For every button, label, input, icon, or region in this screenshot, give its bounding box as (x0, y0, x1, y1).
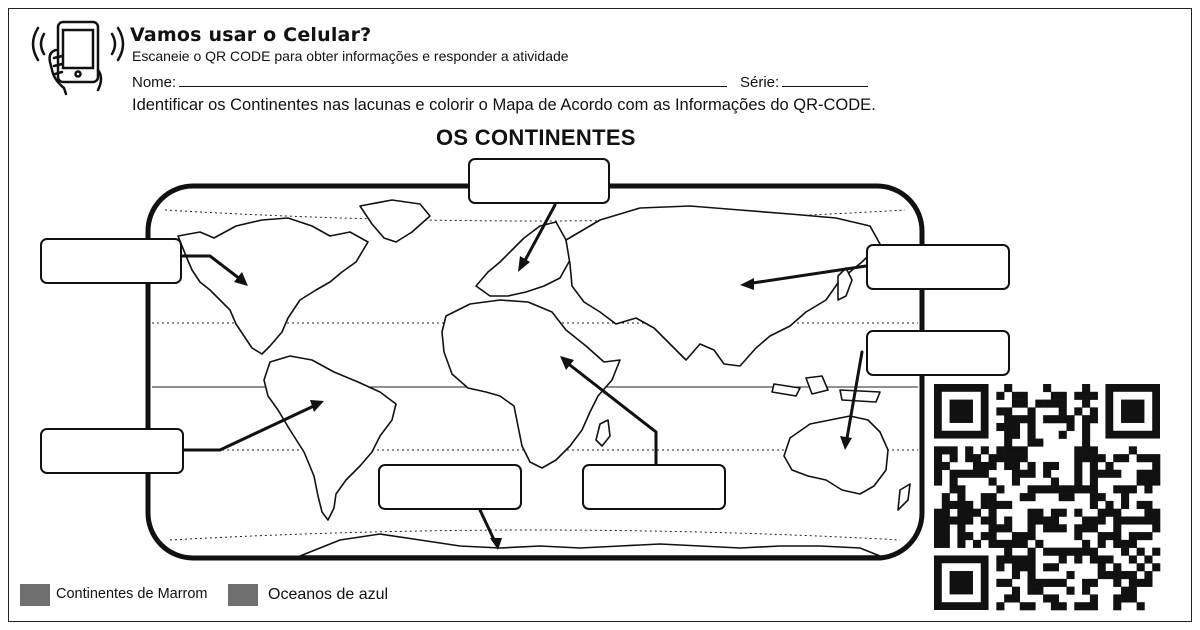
label-box-top[interactable] (468, 158, 610, 204)
legend-swatch-continents (20, 584, 50, 606)
map-heading: OS CONTINENTES (436, 125, 636, 150)
label-box-left-top[interactable] (40, 238, 182, 284)
legend-label-oceans: Oceanos de azul (268, 586, 389, 603)
grade-field[interactable] (740, 72, 868, 91)
legend-label-continents: Continentes de Marrom (56, 586, 208, 602)
name-blank[interactable] (179, 72, 727, 87)
grade-blank[interactable] (782, 72, 868, 87)
subtitle: Escaneie o QR CODE para obter informações e responder a atividade (132, 48, 569, 64)
label-box-bottom-middle[interactable] (378, 464, 522, 510)
name-field[interactable] (132, 72, 727, 91)
label-box-right-top[interactable] (866, 244, 1010, 290)
page-title: Vamos usar o Celular? (130, 24, 372, 46)
label-box-left-bottom[interactable] (40, 428, 184, 474)
name-label: Nome: (132, 74, 177, 91)
label-box-right-middle[interactable] (866, 330, 1010, 376)
legend-swatch-oceans (228, 584, 258, 606)
instruction: Identificar os Continentes nas lacunas e colorir o Mapa de Acordo com as Informações do QR-CODE. (132, 96, 876, 114)
label-box-bottom-right[interactable] (582, 464, 726, 510)
grade-label: Série: (740, 74, 780, 91)
